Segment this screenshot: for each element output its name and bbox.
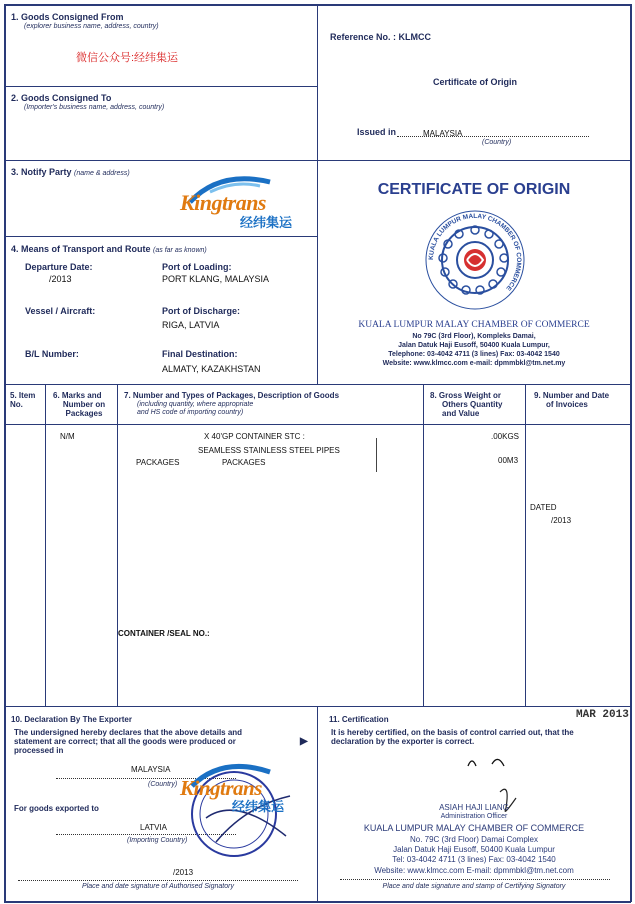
box4-title: 4. Means of Transport and Route (as far as known) bbox=[11, 244, 207, 254]
departure-date-label: Departure Date: bbox=[25, 262, 93, 272]
departure-date-value: /2013 bbox=[49, 274, 72, 284]
chamber-name: KUALA LUMPUR MALAY CHAMBER OF COMMERCE bbox=[358, 320, 590, 330]
wechat-watermark: 微信公众号:经纬集运 bbox=[76, 52, 179, 64]
packages-label-1: PACKAGES bbox=[136, 458, 180, 467]
kingtrans-logo-text: Kingtrans bbox=[180, 190, 266, 215]
issued-country: MALAYSIA bbox=[423, 129, 463, 138]
importing-country-label: (Importing Country) bbox=[127, 837, 188, 844]
box10-title: 10. Declaration By The Exporter bbox=[11, 715, 132, 724]
port-of-discharge-label: Port of Discharge: bbox=[162, 306, 241, 316]
chamber-phone: Telephone: 03-4042 4711 (3 lines) Fax: 03-4042 1540 bbox=[388, 351, 560, 358]
description-line-1: X 40'GP CONTAINER STC : bbox=[204, 432, 305, 441]
header-marks-1: 6. Marks and bbox=[53, 391, 102, 400]
box2-subtitle: (Importer's business name, address, country) bbox=[24, 104, 165, 111]
vessel-label: Vessel / Aircraft: bbox=[25, 306, 96, 316]
header-weight-1: 8. Gross Weight or bbox=[430, 391, 501, 400]
exporter-signature-label: Place and date signature of Authorised Signatory bbox=[82, 883, 234, 890]
description-line-2: SEAMLESS STAINLESS STEEL PIPES bbox=[198, 446, 340, 455]
box11-text-2: declaration by the exporter is correct. bbox=[331, 737, 475, 746]
port-of-loading-value: PORT KLANG, MALAYSIA bbox=[162, 274, 270, 284]
final-destination-label: Final Destination: bbox=[162, 349, 238, 359]
certifier-address-2: Jalan Datuk Haji Eusoff, 50400 Kuala Lumpur bbox=[393, 845, 555, 854]
seal-ring-text: KUALA LUMPUR MALAY CHAMBER OF COMMERCE bbox=[427, 212, 523, 292]
box11-text-1: It is hereby certified, on the basis of control carried out, that the bbox=[331, 728, 574, 737]
port-of-discharge-value: RIGA, LATVIA bbox=[162, 320, 220, 330]
measurement-value: 00M3 bbox=[498, 456, 519, 465]
port-of-loading-label: Port of Loading: bbox=[162, 262, 232, 272]
exporter-country: MALAYSIA bbox=[131, 765, 171, 774]
box11-title: 11. Certification bbox=[329, 715, 389, 724]
certifier-signature-label: Place and date signature and stamp of Certifying Signatory bbox=[382, 883, 566, 890]
box10-text-1: The undersigned hereby declares that the above details and bbox=[14, 728, 243, 737]
kingtrans-logo-cn: 经纬集运 bbox=[240, 215, 293, 230]
chamber-address-1: No 79C (3rd Floor), Kompleks Damai, bbox=[412, 333, 536, 340]
certifier-website: Website: www.klmcc.com E-mail: dpmmbkl@tm.net.com bbox=[374, 866, 574, 875]
issued-country-label: (Country) bbox=[482, 139, 512, 146]
box3-title: 3. Notify Party (name & address) bbox=[11, 167, 130, 177]
invoice-dated-label: DATED bbox=[530, 503, 557, 512]
certificate-subtitle: Certificate of Origin bbox=[433, 77, 518, 87]
box10-text-2: statement are correct; that all the goods were produced or bbox=[14, 737, 236, 746]
goods-exported-to-label: For goods exported to bbox=[14, 804, 99, 813]
officer-title: Administration Officer bbox=[440, 813, 508, 820]
box10-text-3: processed in bbox=[14, 746, 64, 755]
gross-weight-value: .00KGS bbox=[491, 432, 520, 441]
header-weight-2: Others Quantity bbox=[442, 400, 503, 409]
chamber-seal-icon bbox=[423, 208, 527, 312]
arrow-marker: ▶ bbox=[300, 736, 308, 747]
container-seal-label: CONTAINER /SEAL NO.: bbox=[118, 629, 210, 638]
chamber-website: Website: www.klmcc.com e-mail: dpmmbkl@tm.net.my bbox=[382, 360, 566, 367]
header-invoices-1: 9. Number and Date bbox=[534, 391, 610, 400]
exporter-date: /2013 bbox=[173, 868, 194, 877]
final-destination-value: ALMATY, KAZAKHSTAN bbox=[162, 364, 261, 374]
header-description-sub-2: and HS code of importing country) bbox=[137, 409, 244, 416]
company-stamp bbox=[180, 756, 296, 866]
invoice-date-value: /2013 bbox=[551, 516, 572, 525]
header-invoices-2: of Invoices bbox=[546, 400, 588, 409]
exporter-country-label: (Country) bbox=[148, 781, 178, 788]
header-weight-3: and Value bbox=[442, 409, 480, 418]
certifier-phone: Tel: 03-4042 4711 (3 lines) Fax: 03-4042 1540 bbox=[392, 855, 556, 864]
stamp-logo-cn: 经纬集运 bbox=[232, 799, 285, 814]
chamber-seal bbox=[423, 208, 527, 312]
header-marks-2: Number on bbox=[62, 400, 106, 409]
importing-country: LATVIA bbox=[140, 823, 167, 832]
marks-value: N/M bbox=[60, 432, 75, 441]
box2-title: 2. Goods Consigned To bbox=[11, 93, 112, 103]
certifier-address-1: No. 79C (3rd Floor) Damai Complex bbox=[409, 835, 539, 844]
bl-number-label: B/L Number: bbox=[25, 349, 79, 359]
header-description-sub-1: (including quantity, where appropriate bbox=[137, 401, 254, 408]
kingtrans-logo bbox=[180, 172, 300, 228]
certification-date-stamp: MAR 2013 bbox=[576, 709, 629, 721]
stamp-logo-text: Kingtrans bbox=[180, 776, 262, 800]
issued-in-label: Issued in bbox=[357, 127, 397, 137]
chamber-address-2: Jalan Datuk Haji Eusoff, 50400 Kuala Lumpur, bbox=[398, 342, 550, 349]
certifier-chamber-name: KUALA LUMPUR MALAY CHAMBER OF COMMERCE bbox=[363, 823, 585, 833]
header-item-no: 5. Item No. bbox=[10, 391, 36, 409]
header-marks-3: Packages bbox=[65, 409, 103, 418]
certificate-main-title: CERTIFICATE OF ORIGIN bbox=[377, 181, 571, 198]
box1-subtitle: (explorer business name, address, country) bbox=[24, 23, 159, 30]
packages-label-2: PACKAGES bbox=[222, 458, 266, 467]
header-description: 7. Number and Types of Packages, Description of Goods bbox=[124, 391, 340, 400]
reference-number: Reference No. : KLMCC bbox=[330, 32, 432, 42]
officer-name: ASIAH HAJI LIANG bbox=[439, 803, 509, 812]
box1-title: 1. Goods Consigned From bbox=[11, 12, 124, 22]
